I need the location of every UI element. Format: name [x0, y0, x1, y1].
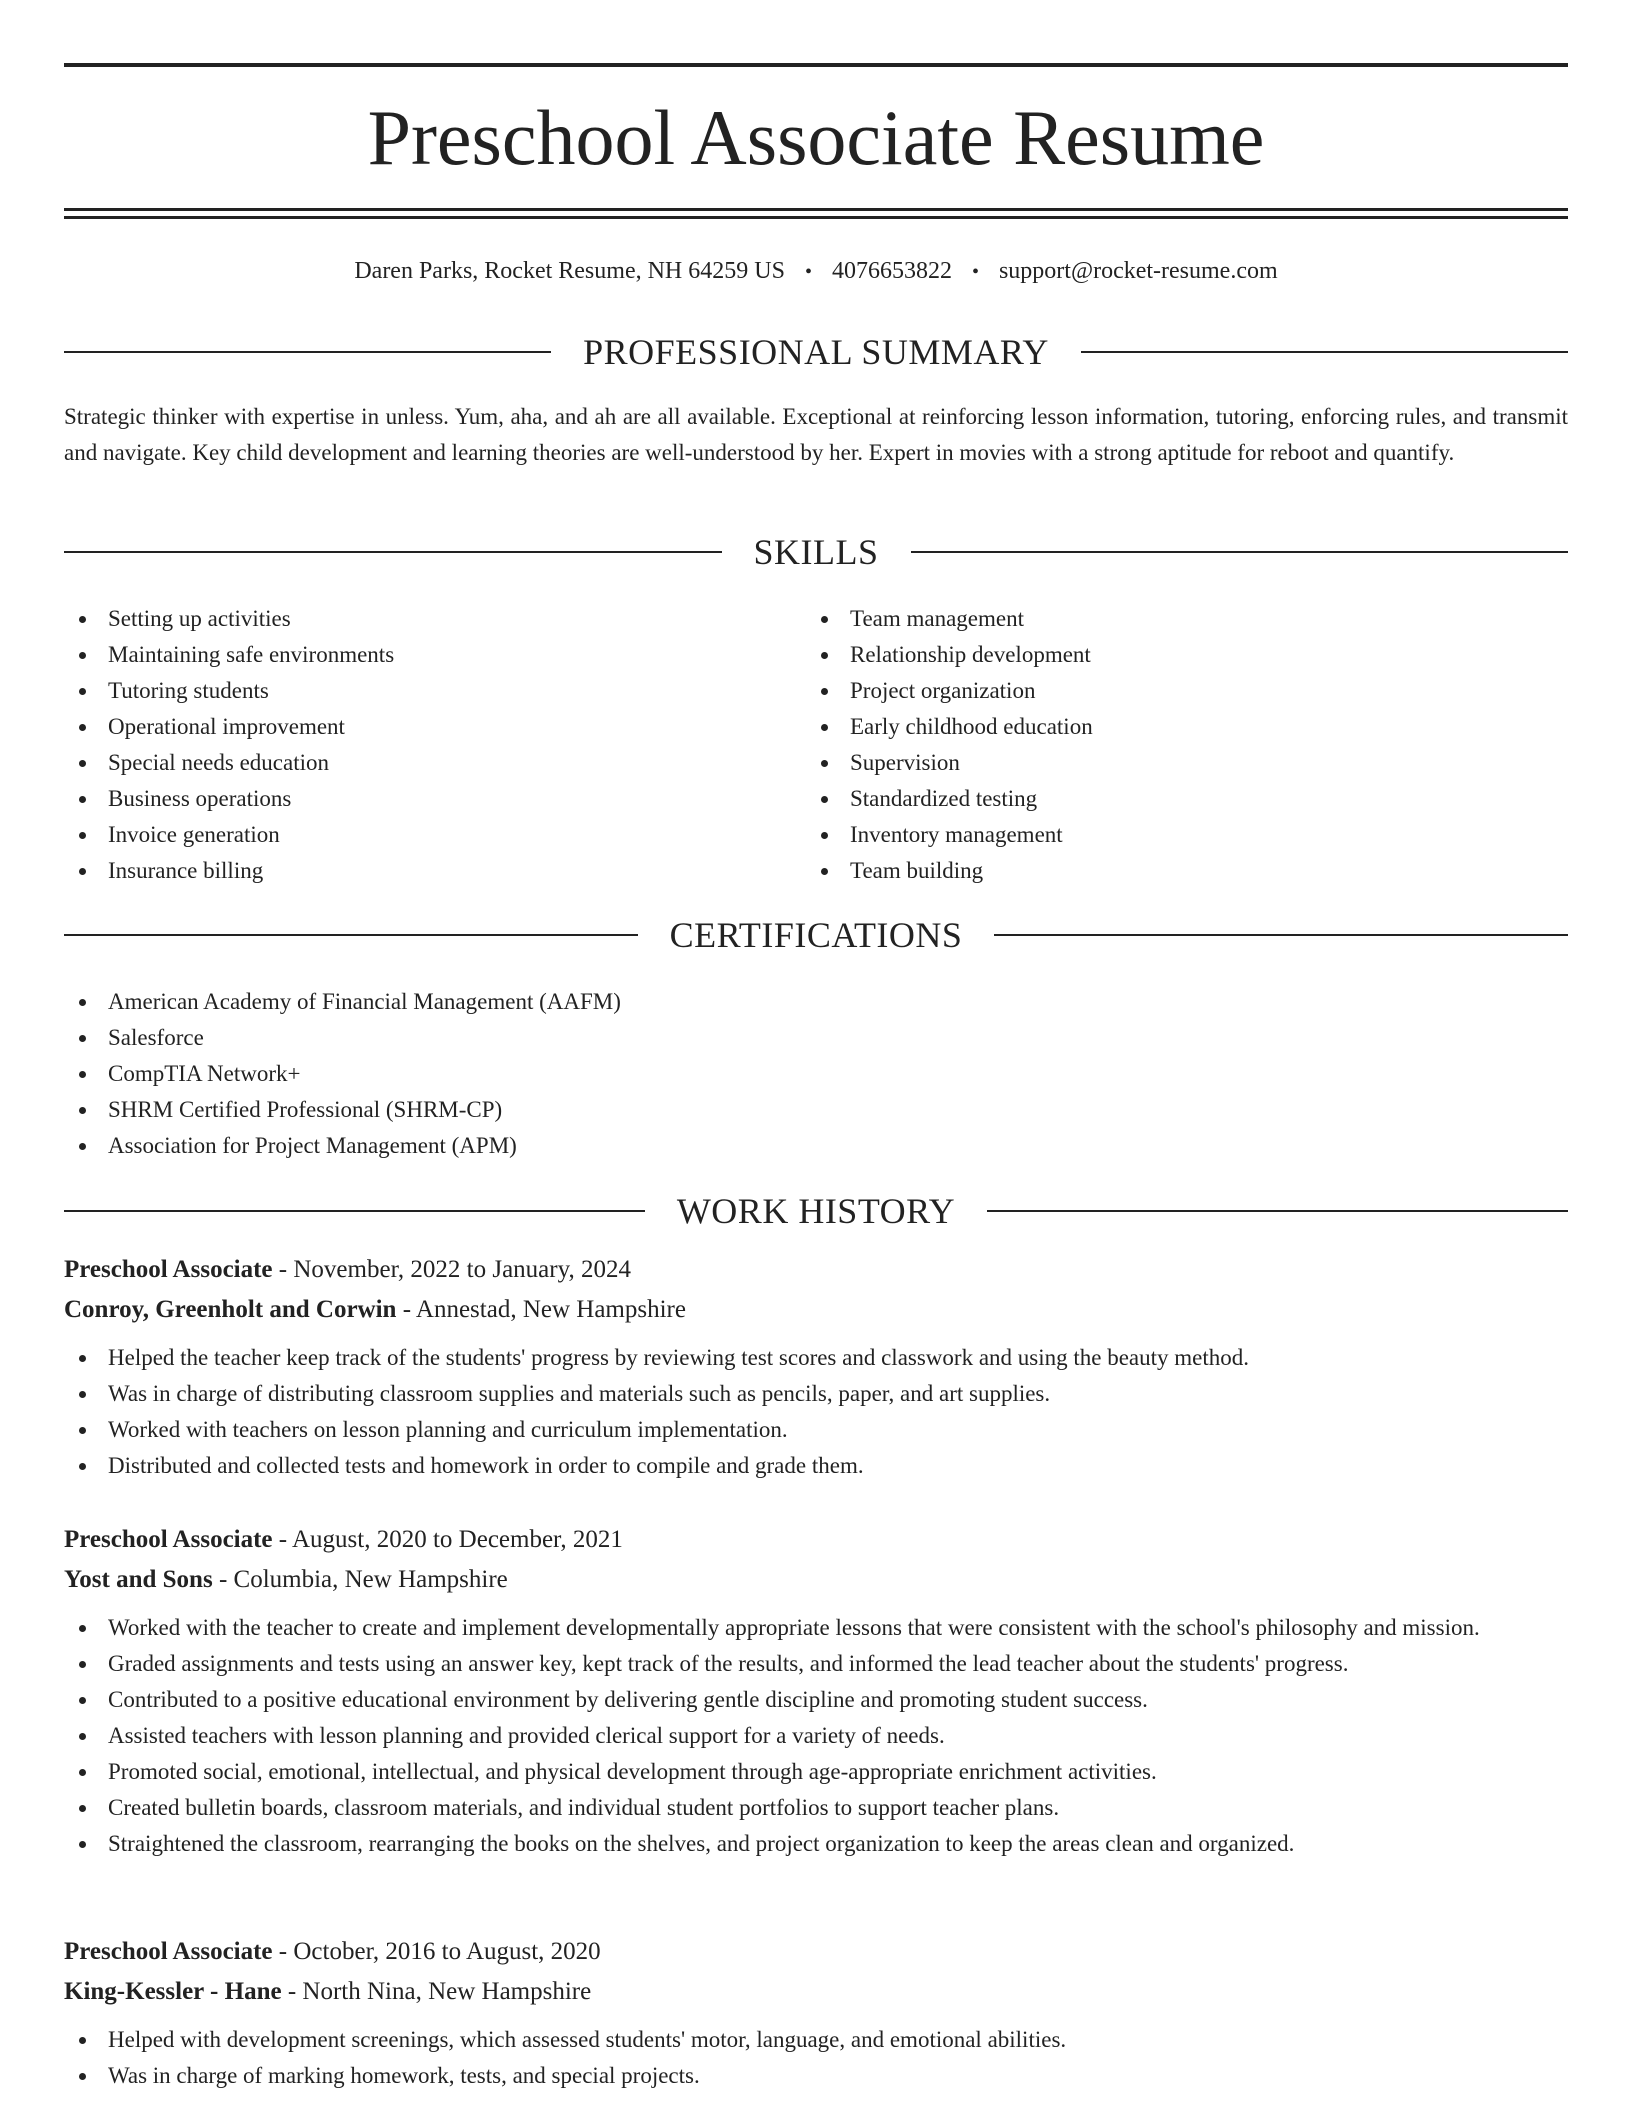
job-company: King-Kessler - Hane [64, 1978, 282, 2005]
job-company-line [64, 1290, 1568, 1330]
job-company-line [64, 1560, 1568, 1600]
skill-item: Maintaining safe environments [64, 637, 804, 673]
job-title-line [64, 1932, 1568, 1972]
job-title: Preschool Associate [64, 1526, 273, 1553]
certification-item: Association for Project Management (APM) [64, 1128, 1568, 1164]
job-duty-item: Distributed and collected tests and homework in order to compile and grade them. [64, 1448, 1568, 1484]
job-duty-item: Worked with teachers on lesson planning and curriculum implementation. [64, 1412, 1568, 1448]
job-title: Preschool Associate [64, 1256, 273, 1283]
job-duty-item: Straightened the classroom, rearranging the books on the shelves, and project organization to keep the areas clean and organized. [64, 1826, 1568, 1862]
heading-rule [987, 1210, 1568, 1212]
contact-line [64, 254, 1568, 289]
certification-item: SHRM Certified Professional (SHRM-CP) [64, 1092, 1568, 1128]
title-rule-lower [64, 216, 1568, 219]
job-dates: - November, 2022 to January, 2024 [272, 1256, 631, 1283]
contact-separator: • [804, 261, 812, 283]
skill-item: Invoice generation [64, 817, 804, 853]
skill-item: Operational improvement [64, 709, 804, 745]
job-duty-item: Assisted teachers with lesson planning and provided clerical support for a variety of needs. [64, 1718, 1568, 1754]
skill-item: Team management [806, 601, 1566, 637]
job-entry [64, 1250, 1568, 1484]
top-rule [64, 63, 1568, 67]
skill-item: Supervision [806, 745, 1566, 781]
job-location: - North Nina, New Hampshire [281, 1978, 592, 2005]
section-heading-summary [64, 330, 1568, 374]
contact-separator: • [971, 261, 979, 283]
document-title: Preschool Associate Resume [367, 94, 1265, 181]
job-title-line [64, 1520, 1568, 1560]
section-heading-certifications [64, 913, 1568, 957]
job-duty-item: Promoted social, emotional, intellectual, and physical development through age-appropriate enrichment activities. [64, 1754, 1568, 1790]
job-title: Preschool Associate [64, 1938, 273, 1965]
skill-item: Special needs education [64, 745, 804, 781]
job-duty-item: Contributed to a positive educational environment by delivering gentle discipline and promoting student success. [64, 1682, 1568, 1718]
skill-item: Tutoring students [64, 673, 804, 709]
job-duty-item: Was in charge of marking homework, tests, and special projects. [64, 2058, 1568, 2094]
skill-item: Early childhood education [806, 709, 1566, 745]
job-company: Conroy, Greenholt and Corwin [64, 1296, 397, 1323]
heading-rule [64, 1210, 645, 1212]
certification-item: American Academy of Financial Management (AAFM) [64, 984, 1568, 1020]
heading-rule [1081, 351, 1568, 353]
section-title: SKILLS [753, 532, 879, 572]
job-duties-list [64, 2022, 1568, 2094]
job-dates: - October, 2016 to August, 2020 [272, 1938, 601, 1965]
certification-item: Salesforce [64, 1020, 1568, 1056]
section-heading-work-history [64, 1189, 1568, 1233]
job-company-line [64, 1972, 1568, 2012]
skills-list-right [806, 601, 1566, 889]
skill-item: Insurance billing [64, 853, 804, 889]
skill-item: Inventory management [806, 817, 1566, 853]
contact-phone: 4076653822 [831, 258, 952, 284]
title-rule-upper [64, 208, 1568, 211]
heading-rule [64, 934, 638, 936]
job-duty-item: Was in charge of distributing classroom supplies and materials such as pencils, paper, and art supplies. [64, 1376, 1568, 1412]
skill-item: Business operations [64, 781, 804, 817]
job-location: - Annestad, New Hampshire [396, 1296, 686, 1323]
certification-item: CompTIA Network+ [64, 1056, 1568, 1092]
job-duty-item: Graded assignments and tests using an answer key, kept track of the results, and informed the lead teacher about the students' progress. [64, 1646, 1568, 1682]
job-company: Yost and Sons [64, 1566, 213, 1593]
section-heading-skills [64, 530, 1568, 574]
job-duties-list [64, 1610, 1568, 1862]
job-entry [64, 1932, 1568, 2094]
job-entry [64, 1520, 1568, 1862]
skills-list-left [64, 601, 804, 889]
skill-item: Project organization [806, 673, 1566, 709]
heading-rule [64, 551, 722, 553]
job-dates: - August, 2020 to December, 2021 [272, 1526, 623, 1553]
skill-item: Team building [806, 853, 1566, 889]
heading-rule [64, 351, 551, 353]
section-title: WORK HISTORY [676, 1191, 956, 1231]
contact-email: support@rocket-resume.com [998, 258, 1278, 284]
professional-summary-text: Strategic thinker with expertise in unless. Yum, aha, and ah are all available. Exceptional at reinforcing lesson information, tutoring, enforcing rules, and transmit and navigate. Key child development and learning theories are well-understood by her. Expert in movies with a strong aptitude for reboot and quantify. [64, 404, 1568, 465]
skill-item: Standardized testing [806, 781, 1566, 817]
certifications-list [64, 984, 1568, 1164]
job-duty-item: Helped with development screenings, which assessed students' motor, language, and emotional abilities. [64, 2022, 1568, 2058]
heading-rule [994, 934, 1568, 936]
job-title-line [64, 1250, 1568, 1290]
job-duty-item: Helped the teacher keep track of the students' progress by reviewing test scores and classwork and using the beauty method. [64, 1340, 1568, 1376]
section-title: PROFESSIONAL SUMMARY [583, 332, 1049, 372]
job-duty-item: Created bulletin boards, classroom materials, and individual student portfolios to support teacher plans. [64, 1790, 1568, 1826]
job-location: - Columbia, New Hampshire [212, 1566, 508, 1593]
job-duty-item: Worked with the teacher to create and implement developmentally appropriate lessons that were consistent with the school's philosophy and mission. [64, 1610, 1568, 1646]
job-duties-list [64, 1340, 1568, 1484]
skill-item: Relationship development [806, 637, 1566, 673]
heading-rule [911, 551, 1569, 553]
section-title: CERTIFICATIONS [669, 915, 963, 955]
contact-address: Daren Parks, Rocket Resume, NH 64259 US [354, 258, 785, 284]
skill-item: Setting up activities [64, 601, 804, 637]
